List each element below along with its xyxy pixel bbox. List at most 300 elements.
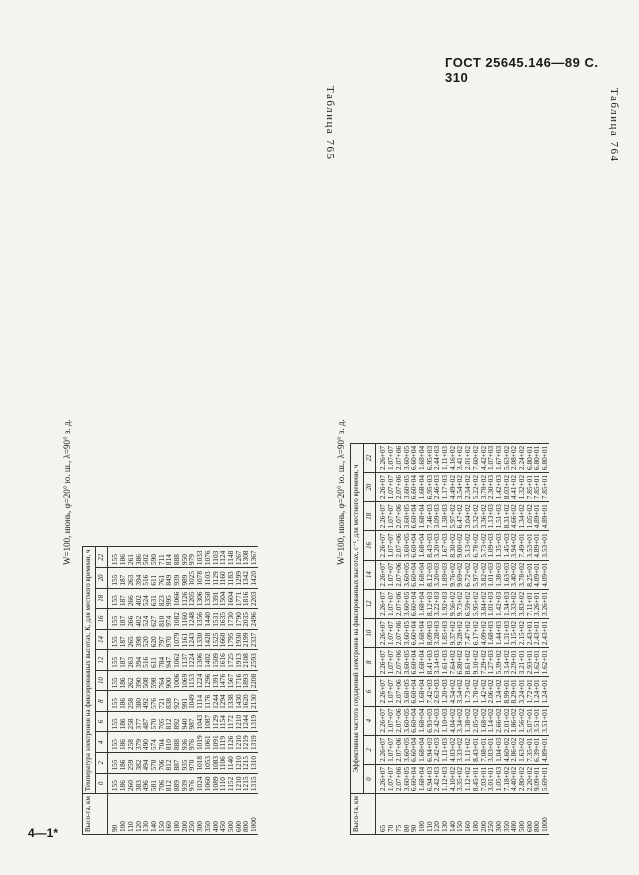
cell-value: 3.60+05 (403, 443, 411, 472)
cell-value: 3.20+03 (433, 531, 441, 560)
hour-header: 10 (363, 618, 376, 647)
cell-value: 1.38+03 (495, 560, 503, 589)
cell-value: 887 (173, 753, 181, 774)
row-height: 100 (418, 794, 426, 835)
cell-value: 970 (188, 753, 196, 774)
cell-value: 2.26+07 (376, 764, 387, 793)
cell-value: 6.80+01 (526, 443, 534, 472)
cell-value: 3.22+03 (433, 589, 441, 618)
cell-value: 4.49+02 (449, 473, 457, 502)
cell-value: 1294 (219, 691, 227, 712)
cell-value: 1367 (250, 547, 258, 568)
cell-value: 2.34+02 (464, 473, 472, 502)
cell-value: 1244 (212, 691, 220, 712)
cell-value: 1771 (235, 588, 243, 609)
cell-value: 2.07+06 (395, 443, 403, 472)
cell-value: 1062 (173, 650, 181, 671)
cell-value: 155 (108, 547, 119, 568)
cell-value: 1893 (242, 670, 250, 691)
cell-value: 187 (119, 588, 127, 609)
cell-value: 5.39+02 (495, 648, 503, 677)
cell-value: 4.54+02 (449, 677, 457, 706)
cell-value: 989 (181, 568, 189, 589)
cell-value: 3.60+05 (403, 764, 411, 793)
row-height: 600 (526, 794, 534, 835)
cell-value: 1402 (204, 650, 212, 671)
cell-value: 1.07+07 (387, 473, 395, 502)
cell-value: 1358 (204, 588, 212, 609)
cell-value: 1.14+02 (487, 706, 495, 735)
row-height: 350 (503, 794, 511, 835)
cell-value: 1.34+02 (518, 502, 526, 531)
row-height: 70 (387, 794, 395, 835)
cell-value: 6.80+01 (533, 443, 541, 472)
cell-value: 379 (135, 732, 143, 753)
row-height: 110 (127, 794, 135, 835)
cell-value: 3.54+02 (456, 473, 464, 502)
cell-value: 1244 (242, 711, 250, 732)
cell-value: 3.53+01 (541, 531, 549, 560)
cell-value: 1531 (212, 609, 220, 630)
cell-value: 259 (127, 753, 135, 774)
cell-value: 2.07+06 (395, 589, 403, 618)
row-height: 1000 (250, 794, 258, 835)
table-row (204, 547, 212, 835)
cell-value: 155 (108, 609, 119, 630)
cell-value: 1356 (196, 609, 204, 630)
cell-value: 1061 (204, 732, 212, 753)
cell-value: 2.26+07 (376, 473, 387, 502)
cell-value: 1.42+03 (495, 589, 503, 618)
cell-value: 2.26+07 (376, 677, 387, 706)
cell-value: 6.39+01 (533, 735, 541, 764)
cell-value: 590 (150, 547, 158, 568)
cell-value: 1.05+02 (526, 502, 534, 531)
cell-value: 1.56+02 (518, 706, 526, 735)
cell-value: 187 (119, 568, 127, 589)
cell-value: 4.89+01 (533, 502, 541, 531)
table-row (173, 547, 181, 835)
cell-value: 1.24+01 (533, 677, 541, 706)
cell-value: 1043 (196, 711, 204, 732)
row-height: 300 (196, 794, 204, 835)
table-row (127, 547, 135, 835)
cell-value: 1.72+01 (526, 677, 534, 706)
cell-value: 620 (150, 629, 158, 650)
cell-value: 574 (150, 732, 158, 753)
row-height: 150 (158, 794, 166, 835)
cell-value: 520 (142, 629, 150, 650)
cell-value: 578 (150, 753, 158, 774)
row-height: 200 (181, 794, 189, 835)
cell-value: 394 (135, 650, 143, 671)
cell-value: 1.78+02 (472, 677, 480, 706)
hour-header: 2 (95, 753, 108, 774)
cell-value: 2.26+07 (376, 735, 387, 764)
cell-value: 390 (135, 670, 143, 691)
cell-value: 2.05+02 (472, 706, 480, 735)
cell-value: 598 (150, 670, 158, 691)
hour-header: 0 (363, 764, 376, 793)
cell-value: 1079 (173, 629, 181, 650)
cell-value: 3.60+05 (403, 589, 411, 618)
table-row (219, 547, 227, 835)
cell-value: 6.47+02 (456, 502, 464, 531)
row-height: 140 (150, 794, 158, 835)
row-height: 800 (533, 794, 541, 835)
hour-header: 6 (95, 711, 108, 732)
row-height: 90 (108, 794, 119, 835)
cell-value: 6.60+04 (410, 677, 418, 706)
row-height: 350 (204, 794, 212, 835)
cell-value: 1.68+03 (487, 618, 495, 647)
cell-value: 1330 (196, 629, 204, 650)
cell-value: 812 (165, 753, 173, 774)
cell-value: 6.60+04 (410, 589, 418, 618)
cell-value: 187 (119, 629, 127, 650)
cell-value: 2.07+06 (395, 735, 403, 764)
table-765-label: Таблица 765 (324, 86, 336, 161)
cell-value: 2199 (242, 629, 250, 650)
cell-value: 186 (119, 732, 127, 753)
cell-value: 6.78+02 (472, 531, 480, 560)
cell-value: 1.07+07 (387, 648, 395, 677)
cell-value: 6.94+03 (426, 764, 434, 793)
cell-value: 1.07+07 (387, 443, 395, 472)
cell-value: 823 (158, 588, 166, 609)
cell-value: 516 (142, 568, 150, 589)
cell-value: 2.93+01 (526, 648, 534, 677)
cell-value: 3.60+05 (403, 706, 411, 735)
cell-value: 3.40+02 (510, 560, 518, 589)
cell-value: 155 (108, 691, 119, 712)
cell-value: 3.60+05 (403, 531, 411, 560)
cell-value: 1.07+07 (387, 764, 395, 793)
cell-value: 155 (108, 753, 119, 774)
hour-header: 22 (363, 443, 376, 472)
cell-value: 1635 (219, 609, 227, 630)
cell-value: 266 (127, 609, 135, 630)
cell-value: 1126 (227, 732, 235, 753)
cell-value: 1790 (235, 609, 243, 630)
cell-value: 1129 (212, 711, 220, 732)
cell-value: 1172 (227, 711, 235, 732)
cell-value: 1.07+07 (387, 735, 395, 764)
cell-value: 3.01+01 (487, 764, 495, 793)
cell-value: 2.07+06 (395, 531, 403, 560)
cell-value: 4.09+01 (541, 560, 549, 589)
cell-value: 1210 (235, 732, 243, 753)
cell-value: 1.67+03 (441, 531, 449, 560)
cell-value: 1.11+03 (441, 735, 449, 764)
cell-value: 1.09+03 (487, 531, 495, 560)
cell-value: 1319 (250, 732, 258, 753)
cell-value: 3.53+01 (526, 531, 534, 560)
hour-header: 8 (363, 648, 376, 677)
cell-value: 6.80+02 (456, 648, 464, 677)
cell-value: 524 (142, 609, 150, 630)
cell-value: 1.17+03 (441, 473, 449, 502)
cell-value: 1.44+03 (495, 618, 503, 647)
cell-value: 1006 (173, 670, 181, 691)
cell-value: 2035 (242, 609, 250, 630)
cell-value: 4.89+01 (541, 502, 549, 531)
cell-value: 1504 (219, 588, 227, 609)
cell-value: 1.68+04 (418, 648, 426, 677)
cell-value: 1129 (212, 568, 220, 589)
cell-value: 4.03+02 (449, 735, 457, 764)
cell-value: 9.09+01 (533, 764, 541, 793)
cell-value: 2337 (250, 629, 258, 650)
page-number: 4—1* (28, 826, 59, 840)
cell-value: 7.03+01 (480, 764, 488, 793)
table-row (135, 547, 143, 835)
cell-value: 1219 (242, 732, 250, 753)
cell-value: 1.68+04 (418, 677, 426, 706)
cell-value: 1140 (227, 753, 235, 774)
hour-header: 4 (95, 732, 108, 753)
cell-value: 1.38+03 (441, 502, 449, 531)
cell-value: 2.07+06 (395, 677, 403, 706)
hour-header: 14 (95, 629, 108, 650)
row-height: 180 (472, 794, 480, 835)
cell-value: 784 (158, 650, 166, 671)
cell-value: 1.68+02 (480, 706, 488, 735)
cell-value: 1930 (235, 629, 243, 650)
cell-value: 1.12+03 (441, 764, 449, 793)
cell-value: 2.63+03 (433, 677, 441, 706)
cell-value: 1153 (188, 670, 196, 691)
cell-value: 1420 (250, 568, 258, 589)
cell-value: 1308 (242, 547, 250, 568)
cell-value: 2.08+02 (510, 443, 518, 472)
cell-value: 812 (165, 711, 173, 732)
cell-value: 2.07+06 (395, 648, 403, 677)
cell-value: 3.14+03 (433, 648, 441, 677)
row-height: 150 (456, 794, 464, 835)
cell-value: 1.10+03 (441, 706, 449, 735)
row-height: 600 (235, 794, 243, 835)
cell-value: 1078 (196, 568, 204, 589)
cell-value: 3.34+02 (456, 706, 464, 735)
cell-value: 1.13+03 (487, 502, 495, 531)
cell-value: 1103 (204, 568, 212, 589)
cell-value: 516 (142, 650, 150, 671)
cell-value: 496 (142, 773, 150, 794)
cell-value: 3.60+05 (403, 735, 411, 764)
cell-value: 5.73+02 (480, 531, 488, 560)
cell-value: 2.24+02 (518, 443, 526, 472)
cell-value: 1.68+04 (418, 443, 426, 472)
cell-value: 3.60+05 (403, 560, 411, 589)
cell-value: 627 (150, 609, 158, 630)
row-height: 65 (376, 794, 387, 835)
table-row (150, 547, 158, 835)
cell-value: 1.35+03 (495, 531, 503, 560)
cell-value: 382 (135, 753, 143, 774)
cell-value: 383 (135, 773, 143, 794)
cell-value: 5.13+02 (464, 531, 472, 560)
cell-value: 9.56+02 (449, 589, 457, 618)
cell-value: 1.12+02 (464, 764, 472, 793)
cell-value: 261 (127, 547, 135, 568)
cell-value: 1795 (227, 629, 235, 650)
cell-value: 1315 (250, 773, 258, 794)
cell-value: 1.51+03 (495, 502, 503, 531)
table-765-grid (350, 443, 549, 835)
cell-value: 1816 (242, 588, 250, 609)
cell-value: 6.94+03 (426, 735, 434, 764)
subheader: Эффективная частота соударений электронов на фиксированных высотах, с⁻¹, для местного времени, ч (351, 443, 364, 793)
cell-value: 9.76+02 (449, 560, 457, 589)
cell-value: 5.22+02 (472, 473, 480, 502)
cell-value: 1060 (204, 773, 212, 794)
cell-value: 1053 (204, 753, 212, 774)
cell-value: 3.24+01 (518, 677, 526, 706)
cell-value: 3.33+02 (510, 589, 518, 618)
cell-value: 3.36+02 (480, 502, 488, 531)
row-height: 300 (495, 794, 503, 835)
cell-value: 1126 (181, 588, 189, 609)
row-height: 500 (518, 794, 526, 835)
hour-header: 0 (95, 773, 108, 794)
cell-value: 1083 (212, 753, 220, 774)
cell-value: 9.00+02 (456, 531, 464, 560)
cell-value: 611 (150, 650, 158, 671)
cell-value: 1604 (227, 588, 235, 609)
cell-value: 1267 (235, 547, 243, 568)
cell-value: 3.41+02 (456, 443, 464, 472)
cell-value: 6.60+04 (410, 735, 418, 764)
cell-value: 2.06+02 (487, 677, 495, 706)
cell-value: 1106 (219, 753, 227, 774)
cell-value: 2130 (250, 691, 258, 712)
cell-value: 1243 (188, 629, 196, 650)
cell-value: 1.73+02 (464, 677, 472, 706)
row-height: 140 (449, 794, 457, 835)
row-height: 500 (227, 794, 235, 835)
cell-value: 2.46+03 (433, 473, 441, 502)
table-row (165, 547, 173, 835)
cell-value: 1.38+02 (464, 706, 472, 735)
cell-value: 1.32+02 (518, 473, 526, 502)
cell-value: 2496 (250, 609, 258, 630)
cell-value: 9.28+02 (456, 618, 464, 647)
cell-value: 8.61+02 (464, 648, 472, 677)
cell-value: 4.60+02 (503, 735, 511, 764)
cell-value: 155 (108, 568, 119, 589)
cell-value: 1.42+03 (495, 473, 503, 502)
row-height: 250 (188, 794, 196, 835)
cell-value: 1.24+02 (495, 677, 503, 706)
cell-value: 5.69+01 (541, 764, 549, 793)
cell-value: 2.07+06 (395, 502, 403, 531)
cell-value: 1.34+03 (503, 589, 511, 618)
cell-value: 995 (165, 588, 173, 609)
cell-value: 1319 (250, 711, 258, 732)
cell-value: 814 (165, 547, 173, 568)
cell-value: 2.07+06 (395, 764, 403, 793)
cell-value: 1.62+01 (541, 648, 549, 677)
cell-value: 976 (188, 773, 196, 794)
cell-value: 1.42+02 (480, 677, 488, 706)
cell-value: 6.60+04 (410, 648, 418, 677)
cell-value: 1.63+03 (503, 560, 511, 589)
cell-value: 7.29+02 (480, 648, 488, 677)
cell-value: 1.67+03 (495, 443, 503, 472)
table-row (250, 547, 258, 835)
header-row (83, 547, 96, 835)
row-height: 450 (219, 794, 227, 835)
cell-value: 1215 (242, 753, 250, 774)
cell-value: 1.68+04 (418, 589, 426, 618)
row-height: 180 (173, 794, 181, 835)
cell-value: 3.60+05 (403, 502, 411, 531)
cell-value: 3.51+01 (541, 706, 549, 735)
cell-value: 5.97+02 (472, 560, 480, 589)
cell-value: 1082 (173, 609, 181, 630)
cell-value: 2.42+03 (433, 735, 441, 764)
cell-value: 570 (150, 711, 158, 732)
cell-value: 1210 (235, 711, 243, 732)
row-height: 90 (410, 794, 418, 835)
table-row (188, 547, 196, 835)
cell-value: 1119 (219, 732, 227, 753)
cell-value: 1.24+01 (541, 677, 549, 706)
hour-header: 14 (363, 560, 376, 589)
hours-row (363, 443, 376, 834)
cell-value: 2.26+07 (376, 531, 387, 560)
cell-value: 3.26+01 (541, 589, 549, 618)
cell-value: 1.07+07 (387, 502, 395, 531)
cell-value: 492 (142, 691, 150, 712)
cell-value: 2.20+02 (526, 764, 534, 793)
cell-value: 262 (127, 670, 135, 691)
cell-value: 8.09+03 (426, 618, 434, 647)
cell-value: 3.94+02 (510, 531, 518, 560)
cell-value: 947 (165, 650, 173, 671)
cell-value: 1567 (227, 670, 235, 691)
cell-value: 3.09+03 (433, 502, 441, 531)
cell-value: 2.01+02 (464, 443, 472, 472)
cell-value: 576 (150, 691, 158, 712)
cell-value: 186 (119, 753, 127, 774)
cell-value: 3.83+02 (518, 589, 526, 618)
cell-value: 3.26+01 (533, 589, 541, 618)
cell-value: 2.07+06 (395, 560, 403, 589)
cell-value: 2.07+06 (395, 706, 403, 735)
table-row (196, 547, 204, 835)
cell-value: 1.68+04 (418, 764, 426, 793)
table-764-caption: W=100, июнь, φ=20° ю. ш., λ=90° з. д. (62, 419, 72, 565)
cell-value: 1725 (227, 650, 235, 671)
cell-value: 1660 (219, 629, 227, 650)
cell-value: 263 (127, 650, 135, 671)
cell-value: 6.80+01 (541, 443, 549, 472)
cell-value: 2203 (250, 588, 258, 609)
cell-value: 936 (181, 732, 189, 753)
hour-header: 8 (95, 691, 108, 712)
cell-value: 8.25+01 (526, 560, 534, 589)
cell-value: 1148 (227, 547, 235, 568)
cell-value: 8.30+02 (449, 531, 457, 560)
row-height: 800 (242, 794, 250, 835)
cell-value: 266 (127, 588, 135, 609)
cell-value: 6.60+04 (410, 706, 418, 735)
cell-value: 7.60+02 (472, 443, 480, 472)
gost-header: ГОСТ 25645.146—89 С. 310 (445, 55, 599, 85)
cell-value: 3.60+05 (403, 473, 411, 502)
